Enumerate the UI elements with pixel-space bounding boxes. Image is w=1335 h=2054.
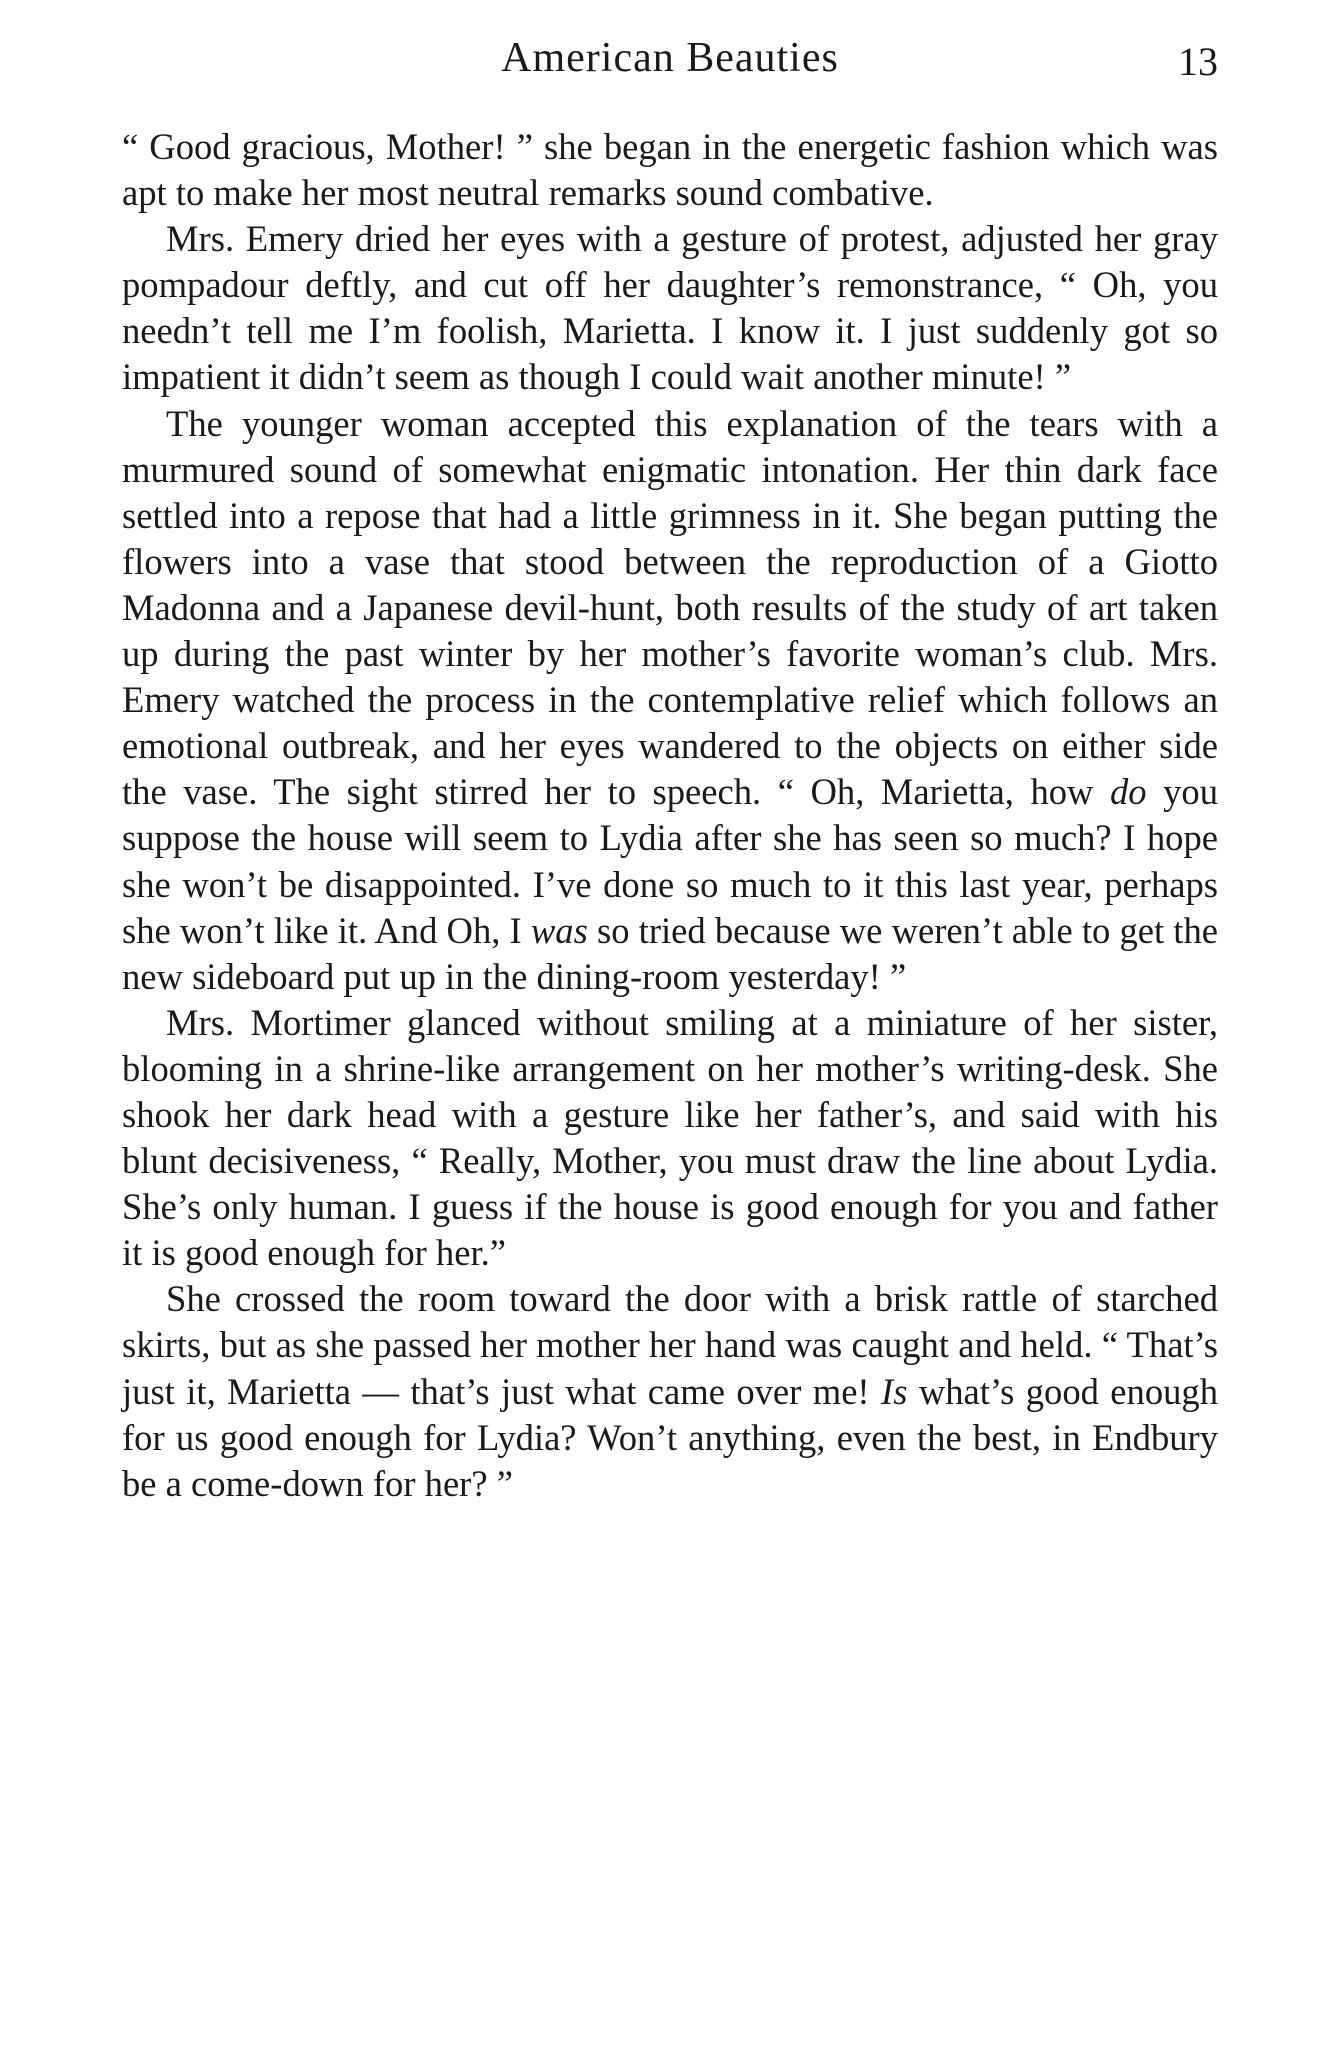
italic-text-run: Is: [881, 1370, 908, 1412]
text-run: She crossed the room toward the door with a brisk rattle of starched skirts, but as she passed her mother her hand was caught and held. “ That’s just it, Marietta — that’s just what came over me!: [122, 1278, 1218, 1412]
text-run: what’s good enough for us good enough for Lydia? Won’t anything, even the best, in Endbury be a come-down for her? ”: [122, 1370, 1218, 1504]
paragraph: [122, 1276, 1218, 1506]
text-run: The younger woman accepted this explanation of the tears with a murmured sound of somewhat enigmatic intonation. Her thin dark face settled into a repose that had a little grimness in it. She began putting the flowers into a vase that stood between the reproduction of a Giotto Madonna and a Japanese devil-hunt, both results of the study of art taken up during the past winter by her mother’s favorite woman’s club. Mrs. Emery watched the process in the contemplative relief which follows an emotional outbreak, and her eyes wandered to the objects on either side the vase. The sight stirred her to speech. “ Oh, Marietta, how: [122, 402, 1218, 813]
text-run: you suppose the house will seem to Lydia after she has seen so much? I hope she won’t be disappointed. I’ve done so much to it this last year, perhaps she won’t like it. And Oh, I: [122, 771, 1218, 951]
paragraph: [122, 401, 1218, 1000]
text-run: Mrs. Emery dried her eyes with a gesture of protest, adjusted her gray pompadour deftly, and cut off her daughter’s remonstrance, “ Oh, you needn’t tell me I’m foolish, Marietta. I know it. I just suddenly got so impatient it didn’t seem as though I could wait another minute! ”: [122, 218, 1218, 398]
italic-text-run: do: [1110, 771, 1147, 813]
page-number: 13: [1178, 39, 1218, 84]
paragraph: [122, 216, 1218, 400]
text-run: “ Good gracious, Mother! ” she began in the energetic fashion which was apt to make her most neutral remarks sound combative.: [122, 126, 1218, 214]
text-body: [122, 124, 1218, 1507]
paragraph: [122, 1000, 1218, 1277]
running-title: American Beauties: [501, 35, 839, 81]
text-run: Mrs. Mortimer glanced without smiling at a miniature of her sister, blooming in a shrine-like arrangement on her mother’s writing-desk. She shook her dark head with a gesture like her father’s, and said with his blunt decisiveness, “ Really, Mother, you must draw the line about Lydia. She’s only human. I guess if the house is good enough for you and father it is good enough for her.”: [122, 1001, 1218, 1274]
running-head: [122, 28, 1218, 88]
text-run: so tried because we weren’t able to get the new sideboard put up in the dining-room yesterday! ”: [122, 909, 1218, 997]
italic-text-run: was: [530, 909, 588, 951]
paragraph: [122, 124, 1218, 216]
